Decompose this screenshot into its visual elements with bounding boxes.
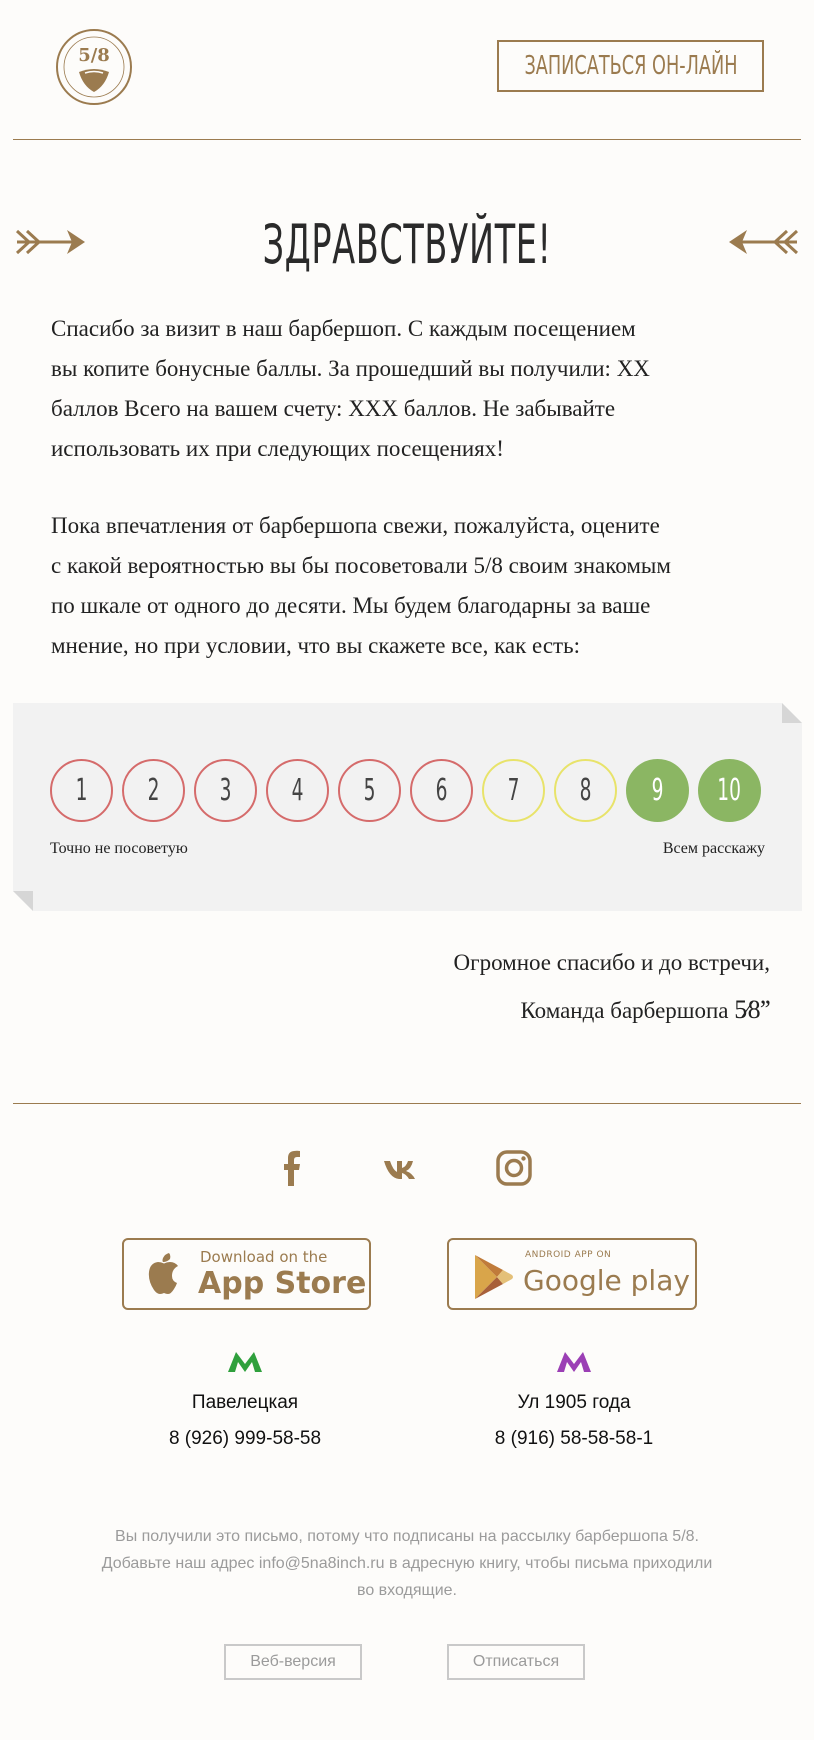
text-line: Спасибо за визит в наш барбершоп. С каждым посещением [51, 316, 636, 341]
disclaimer-line: Вы получили это письмо, потому что подписаны на рассылку барбершопа 5/8. [115, 1528, 699, 1545]
web-version-button[interactable]: Веб-версия [224, 1644, 362, 1680]
google-play-big-text: Google play [523, 1264, 690, 1297]
rating-option-2[interactable]: 2 [122, 759, 185, 822]
text-line: вы копите бонусные баллы. За прошедший вы получили: XX [51, 356, 650, 381]
signoff-team [520, 995, 770, 1025]
apple-icon [144, 1253, 184, 1297]
brand-mark: 5⁄8’’ [734, 995, 770, 1024]
unsubscribe-button[interactable]: Отписаться [447, 1644, 585, 1680]
bonus-paragraph [51, 309, 771, 469]
greeting-title: ЗДРАВСТВУЙТЕ! [262, 213, 552, 276]
text-line: с какой вероятностью вы бы посоветовали 5/8 своим знакомым [51, 553, 671, 578]
phone-number[interactable]: 8 (916) 58-58-58-1 [494, 1428, 654, 1449]
google-play-badge[interactable] [447, 1238, 697, 1310]
rating-high-label: Всем расскажу [662, 840, 765, 857]
book-online-label: ЗАПИСАТЬСЯ ОН-ЛАЙН [524, 51, 738, 81]
app-store-small-text: Download on the [200, 1248, 328, 1266]
disclaimer-line: Добавьте наш адрес info@5na8inch.ru в адресную книгу, чтобы письма приходили [101, 1555, 713, 1572]
rating-option-8[interactable]: 8 [554, 759, 617, 822]
vk-icon[interactable] [381, 1148, 421, 1188]
app-store-badge[interactable] [122, 1238, 371, 1310]
rating-option-5[interactable]: 5 [338, 759, 401, 822]
text-line: баллов Всего на вашем счету: XXX баллов. Не забывайте [51, 396, 616, 421]
rating-request-paragraph [51, 506, 771, 666]
greeting-row [0, 205, 814, 285]
arrow-left-icon [727, 225, 799, 259]
station-name: Павелецкая [191, 1392, 299, 1413]
text-line: мнение, но при условии, что вы скажете все, как есть: [51, 633, 580, 658]
divider-bottom [13, 1103, 801, 1104]
rating-option-1[interactable]: 1 [50, 759, 113, 822]
rating-scale [50, 759, 780, 827]
disclaimer-line: во входящие. [357, 1582, 457, 1599]
phone-number[interactable]: 8 (926) 999-58-58 [168, 1428, 322, 1449]
rating-panel [13, 703, 802, 911]
rating-option-6[interactable]: 6 [410, 759, 473, 822]
subscription-disclaimer [40, 1523, 774, 1604]
metro-icon [557, 1350, 591, 1374]
facebook-icon[interactable] [272, 1148, 312, 1188]
text-line: по шкале от одного до десяти. Мы будем благодарны за ваше [51, 593, 651, 618]
signoff-line: Огромное спасибо и до встречи, [453, 950, 770, 975]
metro-icon [228, 1350, 262, 1374]
logo-text: 5/8 [78, 45, 110, 66]
page-fold-shadow [13, 891, 33, 911]
text-line: Пока впечатления от барбершопа свежи, пожалуйста, оцените [51, 513, 660, 538]
signoff-team-text: Команда барбершопа [520, 998, 729, 1023]
app-store-big-text: App Store [198, 1266, 367, 1301]
rating-option-9[interactable]: 9 [626, 759, 689, 822]
instagram-icon[interactable] [494, 1148, 534, 1188]
rating-low-label: Точно не посоветую [50, 840, 188, 857]
text-line: использовать их при следующих посещениях! [51, 436, 504, 461]
google-play-icon [471, 1253, 515, 1301]
rating-option-4[interactable]: 4 [266, 759, 329, 822]
barbershop-logo-icon[interactable] [55, 28, 133, 106]
rating-option-10[interactable]: 10 [698, 759, 761, 822]
station-name: Ул 1905 года [517, 1392, 631, 1413]
email-header [0, 0, 814, 140]
divider-top [13, 139, 801, 140]
google-play-small-text: ANDROID APP ON [525, 1250, 612, 1260]
page-fold-shadow [782, 703, 802, 723]
rating-option-3[interactable]: 3 [194, 759, 257, 822]
rating-option-7[interactable]: 7 [482, 759, 545, 822]
book-online-button[interactable] [497, 40, 764, 92]
